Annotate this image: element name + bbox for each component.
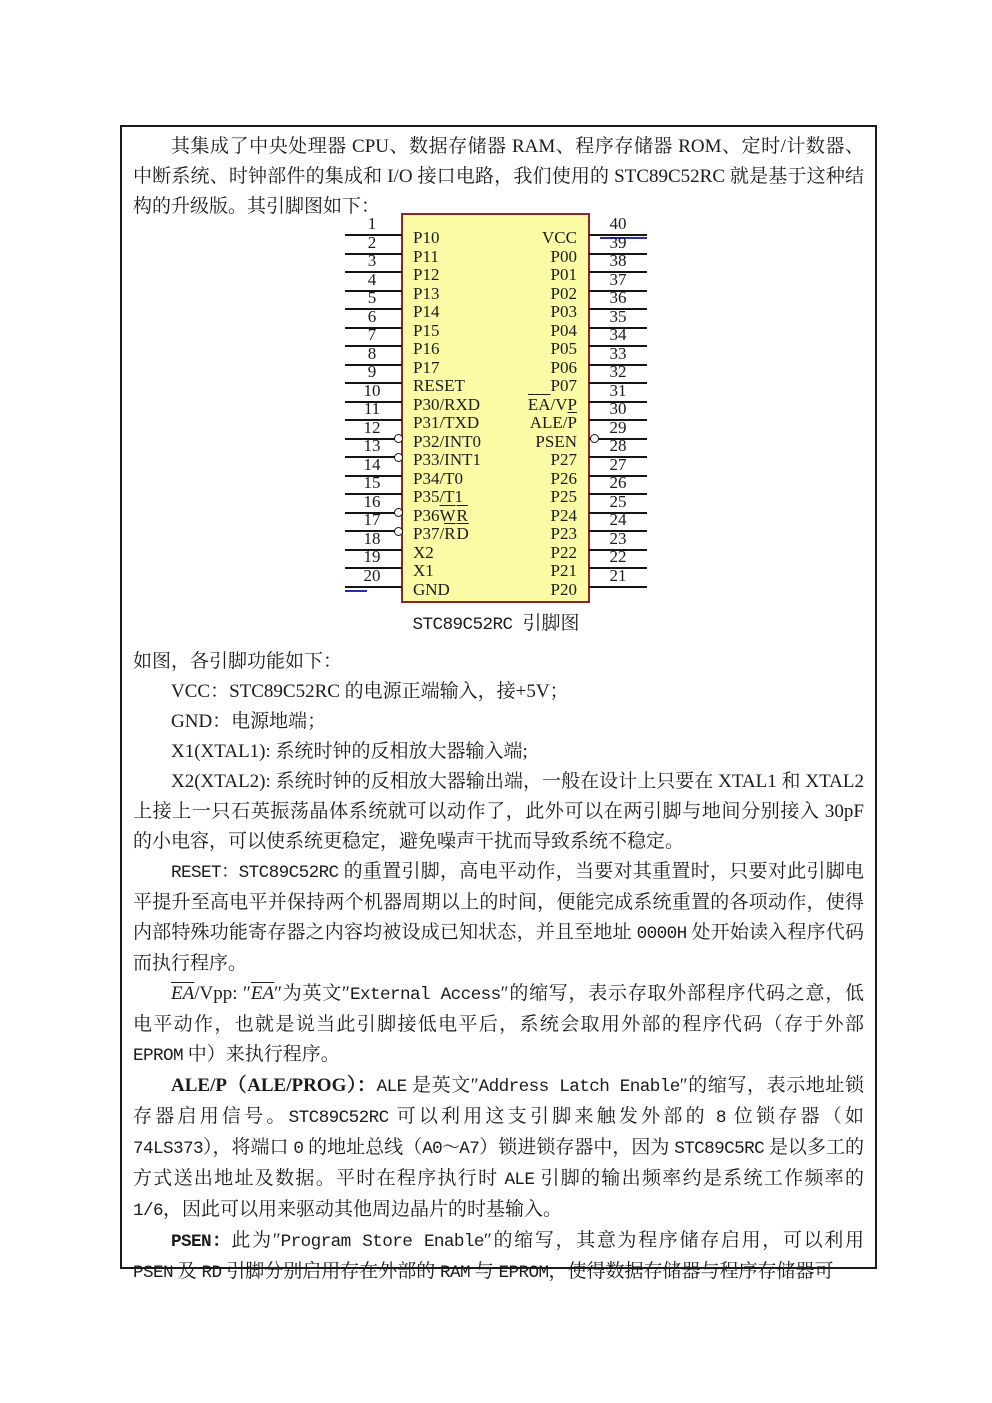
pin-number: 14 [363, 454, 381, 474]
pin-label [413, 376, 465, 395]
text-run: P25 [550, 487, 577, 506]
pin-label [489, 358, 577, 377]
pin-number: 2 [367, 232, 377, 252]
pin-label [489, 376, 577, 395]
pin-label [489, 543, 577, 562]
text-run: $\overline{D}$ [456, 524, 469, 543]
pin-line [345, 586, 402, 588]
text-run: 1/6 [133, 1201, 163, 1221]
text-run: VCC：STC89C52RC 的电源正端输入，接+5V； [171, 681, 569, 702]
text-run: 如图，各引脚功能如下： [133, 651, 343, 672]
pin-label [489, 321, 577, 340]
pin-number: 8 [367, 343, 377, 363]
pin-label [489, 450, 577, 469]
text-run: /VP [550, 394, 577, 414]
pin-number: 12 [363, 417, 381, 437]
text-run: $\overline{W}$ [439, 505, 456, 525]
pin-number: 7 [367, 325, 377, 344]
pin-number: 30 [609, 399, 627, 418]
text-run: P04 [550, 320, 577, 340]
text-run: RESET [413, 376, 465, 395]
text-run: X2(XTAL2): 系统时钟的反相放大器输出端，一般在设计上只要在 XTAL1 和 XTAL2 上接上一只石英振荡晶体系统就可以动作了，此外可以在两引脚与地间分别接入 30pF 的小电容，可以使系统更稳定，避免噪声干扰而导致系统不稳定。 [133, 771, 864, 852]
text-run: 中）来执行程序。 [182, 1044, 340, 1065]
text-run: ″的缩写，其意为程序储存启用，可以利用 [483, 1230, 864, 1251]
text-run: P35/T1 [413, 487, 464, 506]
text-run: RESET：STC89C52RC [171, 863, 339, 883]
text-run: External Access [349, 985, 501, 1005]
pin-label [413, 561, 434, 580]
pin-label [413, 543, 434, 562]
pin-label [413, 432, 481, 451]
text-run: ，使得数据存储器与程序存储器可 [548, 1261, 834, 1282]
text-run: 是英文″ [406, 1075, 479, 1096]
text-run: P22 [550, 542, 577, 562]
pin-number: 34 [609, 325, 627, 344]
text-run: P14 [413, 302, 440, 321]
paragraph-intro [133, 132, 864, 222]
pin-label [489, 487, 577, 506]
blue-underline-mark [345, 590, 367, 592]
pin-number: 38 [609, 251, 627, 270]
text-run: ″的缩写，表示地址锁存器启用信号。 [133, 1075, 864, 1127]
pin-number: 10 [363, 380, 381, 400]
pin-label [489, 524, 577, 543]
pin-label [413, 524, 469, 543]
text-run: X1 [413, 561, 434, 580]
text-run: P15 [413, 320, 440, 340]
pin-label [489, 247, 577, 266]
pin-number: 11 [363, 399, 381, 418]
pin-label [413, 358, 439, 377]
text-run: P10 [413, 228, 440, 247]
pin-number: 21 [609, 565, 627, 585]
text-run: STC89C52RC [288, 1108, 389, 1128]
text-run: 其集成了中央处理器 CPU、数据存储器 RAM、程序存储器 ROM、定时/计数器、中断系统、时钟部件的集成和 I/O 接口电路，我们使用的 STC89C52RC 就是基于这种结构的升级版。其引脚图如下： [133, 136, 864, 217]
pin-bubble [590, 434, 599, 443]
text-run: STC89C5RC [674, 1139, 765, 1159]
pin-number: 33 [609, 343, 627, 363]
paragraph-ale [133, 1071, 864, 1226]
pin-label [489, 339, 577, 358]
pin-label [413, 487, 463, 506]
text-run: P36 [413, 505, 440, 525]
pin-number: 23 [609, 528, 627, 548]
text-run: 及 [172, 1261, 202, 1282]
paragraph-vcc [133, 677, 864, 707]
pin-label [413, 247, 439, 266]
pin-number: 6 [367, 306, 377, 326]
pin-label [413, 302, 439, 321]
text-run: Address Latch Enable [478, 1077, 680, 1097]
pin-number: 17 [363, 510, 381, 529]
pin-number: 13 [363, 436, 381, 455]
pin-number: 37 [609, 269, 627, 289]
text-run: ALE/P（ALE/PROG）： [171, 1075, 377, 1096]
pin-label [413, 228, 439, 247]
text-run: 的重置引脚，高电平动作，当要对其重置时，只要对此引脚电平提升至高电平并保持两个机器周期以上的时间，便能完成系统重置的各项动作，使得内部特殊功能寄存器之内容均被设成已知状态，并且至地址 [133, 861, 864, 943]
pin-number: 25 [609, 491, 627, 511]
pin-diagram [345, 212, 647, 642]
text-run: GND：电源地端； [171, 711, 327, 732]
pin-number: 24 [609, 510, 627, 529]
paragraph-x2 [133, 767, 864, 857]
pin-number: 20 [363, 565, 381, 585]
pin-number: 40 [609, 214, 627, 233]
pin-label [489, 265, 577, 284]
paragraph-psen [133, 1226, 864, 1288]
text-run: P27 [550, 450, 577, 469]
pin-label [413, 450, 481, 469]
text-run: 引脚图 [522, 613, 580, 634]
text-run: P20 [550, 579, 577, 599]
text-run: 引脚分别启用存在外部的 [221, 1261, 441, 1282]
pin-number: 5 [367, 288, 377, 307]
pin-label [413, 265, 439, 284]
pin-line [589, 586, 647, 588]
pin-label [413, 469, 463, 488]
pin-label [413, 395, 480, 414]
text-run: 74LS373 [133, 1139, 203, 1159]
text-run: RD [201, 1263, 222, 1283]
text-run: 0 [293, 1139, 304, 1159]
text-run: P26 [550, 468, 577, 488]
pin-number: 28 [609, 436, 627, 455]
text-run: $\overline{EA}$ [527, 394, 551, 414]
text-run: 位锁存器（如 [725, 1106, 864, 1127]
text-run: ALE [376, 1077, 407, 1097]
text-run: $\overline{P}$ [567, 413, 577, 432]
text-run: P23 [550, 524, 577, 543]
text-run: STC89C52RC [412, 615, 523, 635]
pin-label [489, 395, 577, 414]
pin-number: 32 [609, 362, 627, 381]
pin-label [413, 506, 468, 525]
text-run: EPROM [133, 1046, 183, 1066]
text-run: P24 [550, 505, 577, 525]
text-run: P37/ [413, 524, 445, 543]
text-run: $\overline{R}$ [444, 524, 456, 543]
pin-label [413, 339, 439, 358]
pin-label [413, 580, 450, 599]
text-run: $\overline{R}$ [456, 505, 468, 525]
pin-bubble [394, 527, 403, 536]
pin-number: 27 [609, 454, 627, 474]
pin-label [489, 228, 577, 247]
pin-label [489, 561, 577, 580]
text-run: P06 [550, 357, 577, 377]
pin-label [489, 580, 577, 599]
paragraph-reset [133, 857, 864, 979]
pin-number: 31 [609, 380, 627, 400]
text-run: ″为英文″ [274, 983, 350, 1004]
text-run: P30/RXD [413, 394, 481, 414]
text-run: P05 [550, 339, 577, 358]
text-run: 此为″ [231, 1230, 281, 1251]
text-run: P00 [550, 246, 577, 266]
text-run: $\overline{EA}$ [250, 983, 275, 1004]
text-run: PSEN [133, 1263, 173, 1283]
text-run: P32/INT0 [413, 431, 481, 451]
pin-number: 4 [367, 269, 377, 289]
pin-bubble [394, 434, 403, 443]
text-run: P12 [413, 265, 440, 284]
text-run: 与 [470, 1261, 499, 1282]
pin-number: 29 [609, 417, 627, 437]
pin-number: 9 [367, 362, 377, 381]
paragraph-x1 [133, 737, 864, 767]
text-run: P11 [413, 246, 439, 266]
paragraph-ea-vpp [133, 979, 864, 1071]
pin-label [489, 302, 577, 321]
text-run: P33/INT1 [413, 450, 481, 469]
text-run: PSEN [535, 431, 577, 451]
text-run: EPROM [498, 1263, 549, 1283]
text-run: ALE [504, 1170, 535, 1190]
pin-number: 35 [609, 306, 627, 326]
text-run: 8 [715, 1108, 726, 1128]
pin-bubble [394, 453, 403, 462]
text-run: Program Store Enable [280, 1232, 484, 1252]
pin-number: 19 [363, 547, 381, 566]
pin-number: 26 [609, 473, 627, 492]
text-run: P07 [550, 376, 577, 395]
pin-number: 1 [367, 214, 377, 233]
text-run: P21 [550, 561, 577, 580]
text-run: ，因此可以用来驱动其他周边晶片的时基输入。 [163, 1199, 563, 1220]
text-run: 处开始读入程序代码而执行程序。 [133, 922, 864, 974]
text-run: 可以利用这支引脚来触发外部的 [388, 1106, 716, 1127]
pin-label [413, 284, 439, 303]
text-run: P17 [413, 357, 440, 377]
text-run: RAM [440, 1263, 471, 1283]
text-run: PSEN： [171, 1232, 232, 1252]
text-run: P13 [413, 283, 440, 303]
pin-label [489, 284, 577, 303]
text-run: $\overline{EA}$ [171, 983, 195, 1004]
text-run: 引脚的输出频率约是系统工作频率的 [534, 1168, 864, 1189]
pin-label [489, 506, 577, 525]
text-run: ），将端口 [202, 1137, 294, 1158]
text-run: /Vpp: ″ [194, 983, 251, 1004]
text-run: ALE/ [529, 413, 568, 432]
pin-label [489, 469, 577, 488]
text-run: P03 [550, 302, 577, 321]
text-run: ″的缩写，表示存取外部程序代码之意，低电平动作，也就是说当此引脚接低电平后，系统会取用外部的程序代码（存于外部 [133, 983, 865, 1035]
document-content-box [120, 125, 877, 1283]
paragraph-gnd [133, 707, 864, 737]
pin-number: 39 [609, 232, 627, 252]
pin-number: 36 [609, 288, 627, 307]
text-run: P01 [550, 265, 577, 284]
chip-caption [345, 611, 647, 638]
pin-label [489, 413, 577, 432]
text-run: P16 [413, 339, 440, 358]
text-run: VCC [542, 228, 577, 247]
text-run: X1(XTAL1): 系统时钟的反相放大器输入端; [171, 741, 528, 762]
pin-label [489, 432, 577, 451]
text-run: 的地址总线（ [303, 1137, 423, 1158]
pin-number: 3 [367, 251, 377, 270]
text-run: A0～A7 [422, 1139, 480, 1159]
pin-number: 18 [363, 528, 381, 548]
paragraph-as-shown [133, 647, 864, 677]
text-run: X2 [413, 542, 434, 562]
text-run: 是以多工的方式送出地址及数据。平时在程序执行时 [133, 1137, 864, 1189]
pin-bubble [394, 508, 403, 517]
pin-number: 22 [609, 547, 627, 566]
text-run: GND [413, 579, 450, 599]
text-run: P02 [550, 283, 577, 303]
text-run: 0000H [636, 924, 687, 944]
pin-number: 16 [363, 491, 381, 511]
pin-label [413, 413, 479, 432]
pin-number: 15 [363, 473, 381, 492]
pin-label [413, 321, 439, 340]
text-run: P31/TXD [413, 413, 480, 432]
text-run: P34/T0 [413, 468, 464, 488]
text-run: ）锁进锁存器中，因为 [479, 1137, 675, 1158]
